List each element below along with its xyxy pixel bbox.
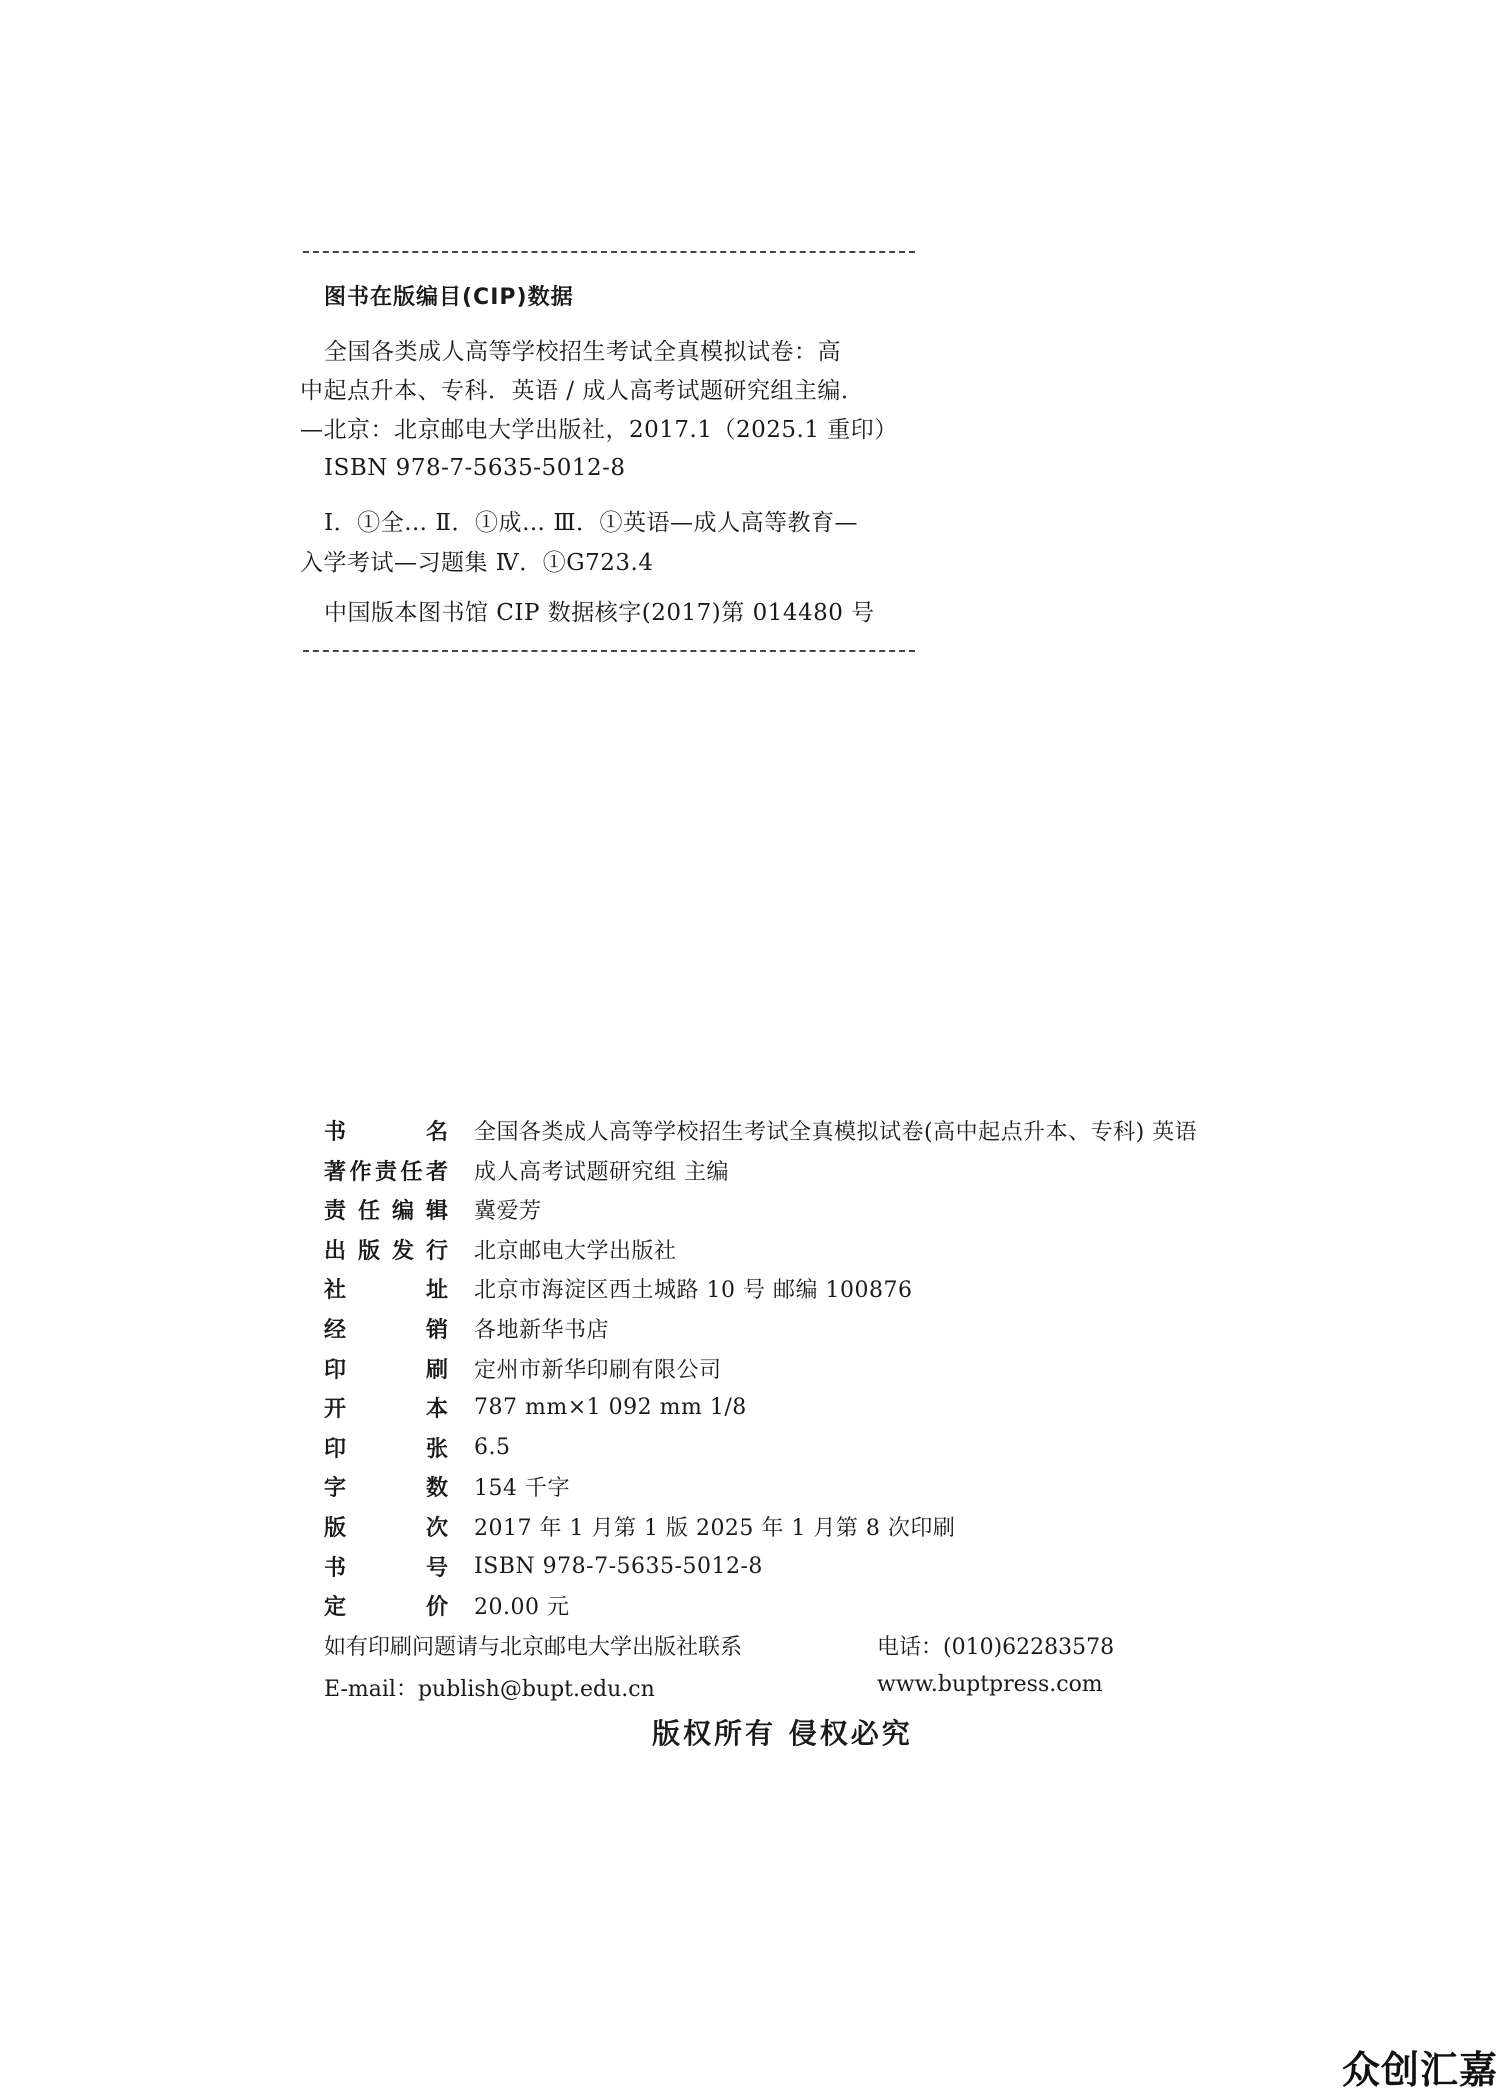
info-label: 书 号 <box>324 1555 448 1581</box>
info-value: 154 千字 <box>474 1475 570 1501</box>
info-label: 版 次 <box>324 1515 448 1541</box>
info-row <box>324 1586 569 1624</box>
info-label: 著 作 责 任 者 <box>324 1159 448 1185</box>
info-label: 社 址 <box>324 1277 448 1303</box>
info-row <box>324 1388 747 1426</box>
info-row <box>324 1269 912 1307</box>
info-row <box>324 1467 570 1505</box>
info-value: 成人高考试题研究组 主编 <box>474 1159 729 1185</box>
info-row <box>324 1507 955 1545</box>
info-row <box>324 1428 511 1466</box>
info-row <box>324 1547 763 1585</box>
cip-isbn: ISBN 978-7-5635-5012-8 <box>324 455 626 481</box>
info-label: 责 任 编 辑 <box>324 1198 448 1224</box>
contact-email: E-mail：publish@bupt.edu.cn <box>324 1677 655 1702</box>
info-row <box>324 1111 1197 1149</box>
info-label: 书 名 <box>324 1119 448 1145</box>
cip-record-number: 中国版本图书馆 CIP 数据核字(2017)第 014480 号 <box>324 600 875 626</box>
contact-phone: 电话：(010)62283578 <box>877 1635 1115 1660</box>
cip-title: 图书在版编目(CIP)数据 <box>324 285 574 310</box>
info-value: 2017 年 1 月第 1 版 2025 年 1 月第 8 次印刷 <box>474 1515 956 1541</box>
cip-line-3: —北京：北京邮电大学出版社，2017.1（2025.1 重印） <box>300 417 898 443</box>
info-row <box>324 1190 542 1228</box>
info-label: 出 版 发 行 <box>324 1238 448 1264</box>
info-value: 北京邮电大学出版社 <box>474 1238 677 1264</box>
copyright-notice: 版权所有 侵权必究 <box>652 1717 913 1750</box>
cip-bottom-divider <box>303 650 915 652</box>
info-value: 各地新华书店 <box>474 1317 610 1343</box>
cip-line-2: 中起点升本、专科．英语 / 成人高考试题研究组主编． <box>300 378 865 404</box>
info-value: 6.5 <box>474 1434 511 1460</box>
cip-classification-1: Ⅰ．①全… Ⅱ．①成… Ⅲ．①英语—成人高等教育— <box>324 510 859 536</box>
info-value: ISBN 978-7-5635-5012-8 <box>474 1553 763 1579</box>
info-value: 冀爱芳 <box>474 1198 542 1224</box>
info-label: 经 销 <box>324 1317 448 1343</box>
info-value: 定州市新华印刷有限公司 <box>474 1357 722 1383</box>
info-value: 北京市海淀区西土城路 10 号 邮编 100876 <box>474 1277 913 1303</box>
info-label: 印 张 <box>324 1436 448 1462</box>
info-label: 印 刷 <box>324 1357 448 1383</box>
info-value: 787 mm×1 092 mm 1/8 <box>474 1394 747 1420</box>
cip-classification-2: 入学考试—习题集 Ⅳ．①G723.4 <box>300 550 654 576</box>
info-row <box>324 1151 729 1189</box>
contact-website: www.buptpress.com <box>877 1672 1103 1697</box>
info-row <box>324 1309 609 1347</box>
info-row <box>324 1349 722 1387</box>
info-value: 全国各类成人高等学校招生考试全真模拟试卷(高中起点升本、专科) 英语 <box>474 1119 1198 1145</box>
cip-top-divider <box>303 251 915 253</box>
print-issue-notice: 如有印刷问题请与北京邮电大学出版社联系 <box>324 1635 743 1660</box>
info-label: 开 本 <box>324 1396 448 1422</box>
cip-line-1: 全国各类成人高等学校招生考试全真模拟试卷：高 <box>324 339 841 365</box>
info-row <box>324 1230 677 1268</box>
info-value: 20.00 元 <box>474 1594 570 1620</box>
watermark-logo: 众创汇嘉 <box>1341 2048 1498 2092</box>
info-label: 定 价 <box>324 1594 448 1620</box>
info-label: 字 数 <box>324 1475 448 1501</box>
